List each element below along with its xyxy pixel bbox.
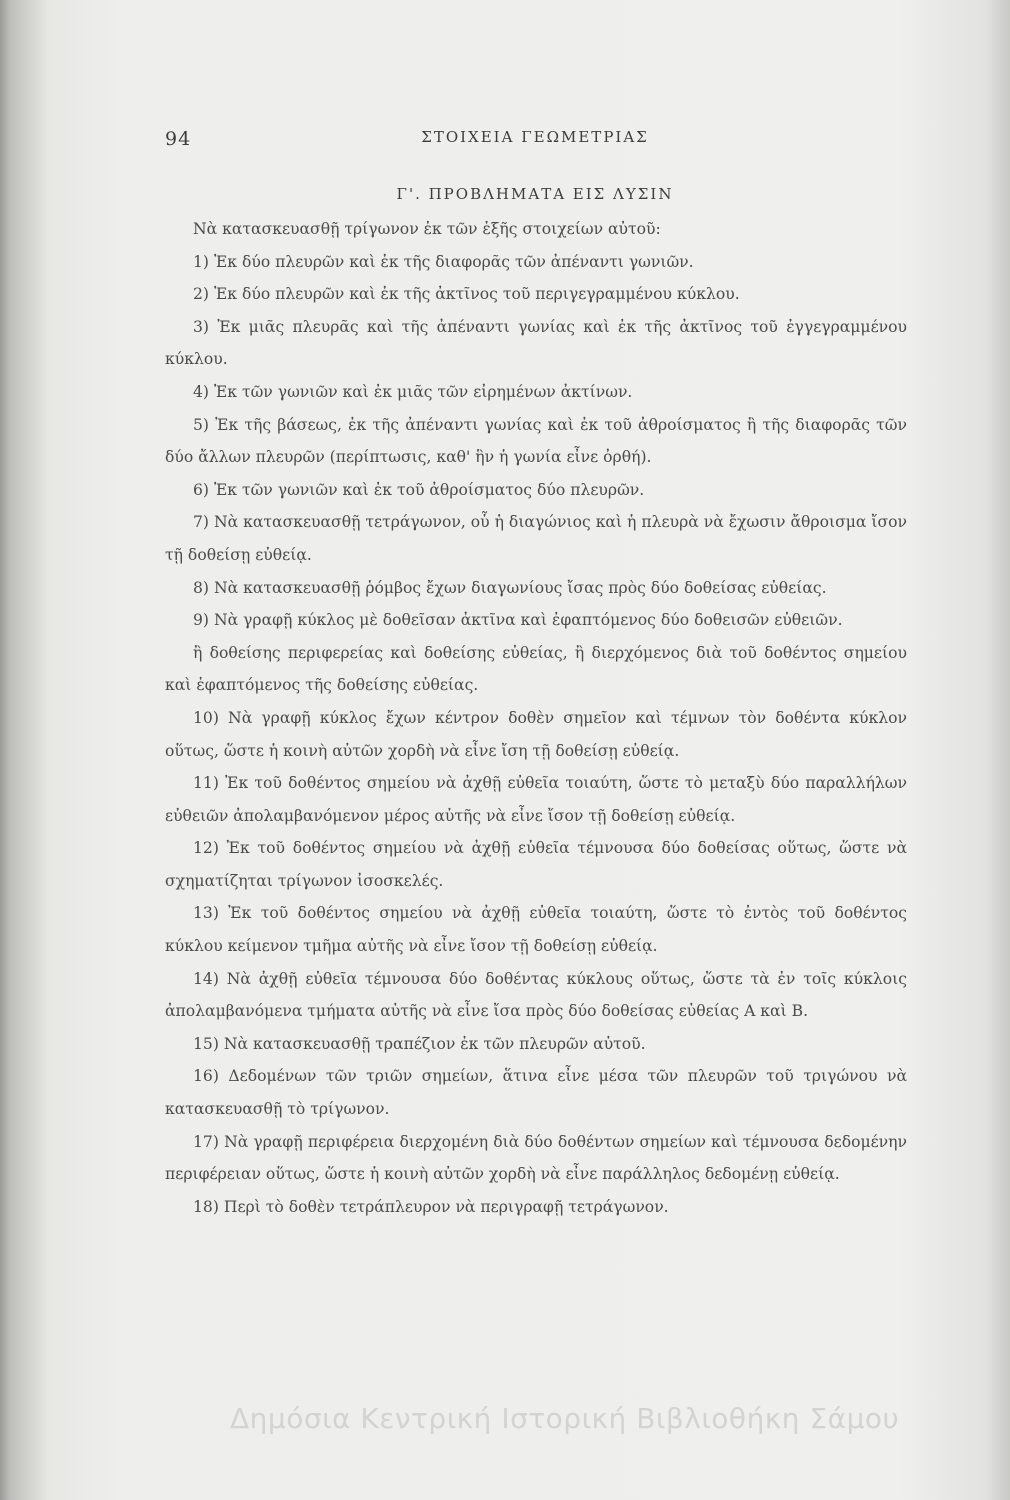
problem-5: 5) Ἐκ τῆς βάσεως, ἐκ τῆς ἀπέναντι γωνίας καὶ ἐκ τοῦ ἀθροίσματος ἢ τῆς διαφορᾶς τῶν δύο ἄλλων πλευρῶν (περίπτωσις, καθ' ἣν ἡ γωνία εἶνε ὀρθή). bbox=[165, 415, 907, 467]
page-number: 94 bbox=[165, 128, 192, 150]
library-watermark: Δημόσια Κεντρική Ιστορική Βιβλιοθήκη Σάμου bbox=[230, 1402, 900, 1435]
page-header bbox=[165, 128, 905, 158]
problem-1: 1) Ἐκ δύο πλευρῶν καὶ ἐκ τῆς διαφορᾶς τῶν ἀπέναντι γωνιῶν. bbox=[193, 252, 694, 271]
intro-paragraph: Νὰ κατασκευασθῇ τρίγωνον ἐκ τῶν ἑξῆς στοιχείων αὐτοῦ: bbox=[193, 220, 661, 238]
problem-7: 7) Νὰ κατασκευασθῇ τετράγωνον, οὗ ἡ διαγώνιος καὶ ἡ πλευρὰ νὰ ἔχωσιν ἄθροισμα ἴσον τῇ δοθείσῃ εὐθείᾳ. bbox=[165, 513, 907, 564]
problem-17: 17) Νὰ γραφῇ περιφέρεια διερχομένη διὰ δύο δοθέντων σημείων καὶ τέμνουσα δεδομένην περιφέρειαν οὕτως, ὥστε ἡ κοινὴ αὐτῶν χορδὴ νὰ εἶνε παράλληλος δεδομένῃ εὐθείᾳ. bbox=[165, 1132, 907, 1184]
problem-12: 12) Ἐκ τοῦ δοθέντος σημείου νὰ ἀχθῇ εὐθεῖα τέμνουσα δύο δοθείσας οὕτως, ὥστε νὰ σχηματίζηται τρίγωνον ἰσοσκελές. bbox=[165, 839, 907, 890]
problem-14: 14) Νὰ ἀχθῇ εὐθεῖα τέμνουσα δύο δοθέντας κύκλους οὕτως, ὥστε τὰ ἐν τοῖς κύκλοις ἀπολαμβανόμενα τμήματα αὐτῆς νὰ εἶνε ἴσα πρὸς δύο δοθείσας εὐθείας Α καὶ Β. bbox=[165, 969, 907, 1021]
problem-6: 6) Ἐκ τῶν γωνιῶν καὶ ἐκ τοῦ ἀθροίσματος δύο πλευρῶν. bbox=[193, 480, 645, 499]
problem-list bbox=[165, 213, 907, 1223]
problem-10: 10) Νὰ γραφῇ κύκλος ἔχων κέντρον δοθὲν σημεῖον καὶ τέμνων τὸν δοθέντα κύκλον οὕτως, ὥστε ἡ κοινὴ αὐτῶν χορδὴ νὰ εἶνε ἴση τῇ δοθείσῃ εὐθείᾳ. bbox=[165, 708, 907, 760]
problem-3: 3) Ἐκ μιᾶς πλευρᾶς καὶ τῆς ἀπέναντι γωνίας καὶ ἐκ τῆς ἀκτῖνος τοῦ ἐγγεγραμμένου κύκλου. bbox=[165, 317, 907, 369]
problem-8: 8) Νὰ κατασκευασθῇ ῥόμβος ἔχων διαγωνίους ἴσας πρὸς δύο δοθείσας εὐθείας. bbox=[193, 578, 827, 597]
problem-4: 4) Ἐκ τῶν γωνιῶν καὶ ἐκ μιᾶς τῶν εἰρημένων ἀκτίνων. bbox=[193, 382, 633, 401]
section-title: Γ'. ΠΡΟΒΛΗΜΑΤΑ ΕΙΣ ΛΥΣΙΝ bbox=[396, 185, 674, 203]
problem-9-continuation: ἢ δοθείσης περιφερείας καὶ δοθείσης εὐθείας, ἢ διερχόμενος διὰ τοῦ δοθέντος σημείου καὶ ἐφαπτόμενος τῆς δοθείσης εὐθείας. bbox=[165, 643, 907, 695]
problem-16: 16) Δεδομένων τῶν τριῶν σημείων, ἅτινα εἶνε μέσα τῶν πλευρῶν τοῦ τριγώνου νὰ κατασκευασθῇ τὸ τρίγωνον. bbox=[165, 1067, 907, 1119]
running-title: ΣΤΟΙΧΕΙΑ ΓΕΩΜΕΤΡΙΑΣ bbox=[421, 128, 649, 146]
page-spine-shadow bbox=[0, 0, 48, 1500]
problem-15: 15) Νὰ κατασκευασθῇ τραπέζιον ἐκ τῶν πλευρῶν αὐτοῦ. bbox=[193, 1034, 646, 1053]
problem-13: 13) Ἐκ τοῦ δοθέντος σημείου νὰ ἀχθῇ εὐθεῖα τοιαύτη, ὥστε τὸ ἐντὸς τοῦ δοθέντος κύκλου κείμενον τμῆμα αὐτῆς νὰ εἶνε ἴσον τῇ δοθείσῃ εὐθείᾳ. bbox=[165, 904, 907, 956]
problem-2: 2) Ἐκ δύο πλευρῶν καὶ ἐκ τῆς ἀκτῖνος τοῦ περιγεγραμμένου κύκλου. bbox=[193, 285, 740, 304]
problem-11: 11) Ἐκ τοῦ δοθέντος σημείου νὰ ἀχθῇ εὐθεῖα τοιαύτη, ὥστε τὸ μεταξὺ δύο παραλλήλων εὐθειῶν ἀπολαμβανόμενον μέρος αὐτῆς νὰ εἶνε ἴσον τῇ δοθείσῃ εὐθείᾳ. bbox=[165, 774, 907, 825]
problem-9: 9) Νὰ γραφῇ κύκλος μὲ δοθεῖσαν ἀκτῖνα καὶ ἐφαπτόμενος δύο δοθεισῶν εὐθειῶν. bbox=[193, 611, 843, 630]
problem-18: 18) Περὶ τὸ δοθὲν τετράπλευρον νὰ περιγραφῇ τετράγωνον. bbox=[193, 1197, 669, 1216]
